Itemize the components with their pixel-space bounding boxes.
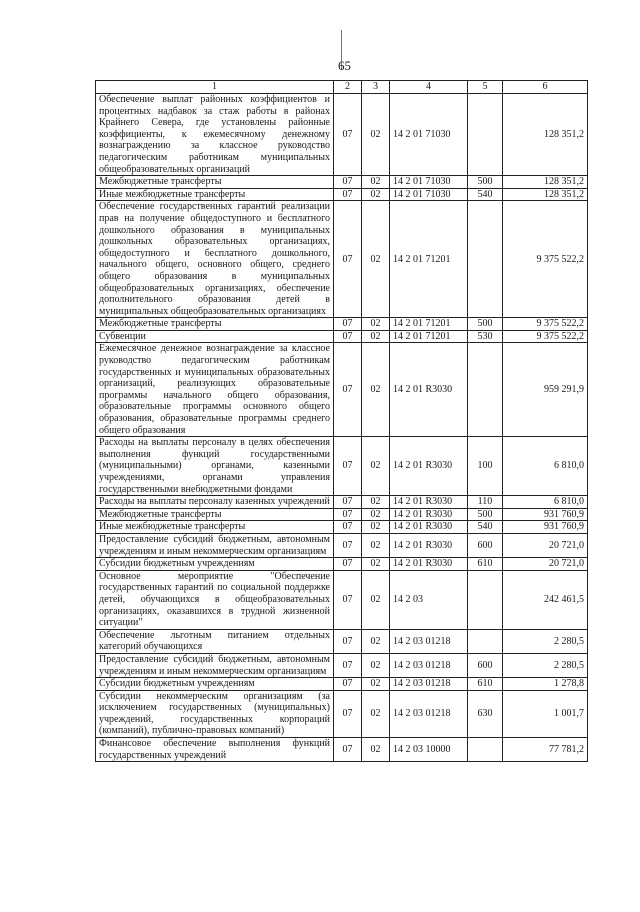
amount-cell: 242 461,5 [503,570,588,629]
target-article-cell: 14 2 03 [390,570,468,629]
target-article-cell: 14 2 01 R3030 [390,521,468,534]
row-name-cell: Иные межбюджетные трансферты [96,188,334,201]
expense-type-cell: 500 [468,508,503,521]
section-code-cell: 07 [334,188,362,201]
subsection-code-cell: 02 [362,653,390,677]
expense-type-cell: 100 [468,437,503,496]
amount-cell: 77 781,2 [503,738,588,762]
subsection-code-cell: 02 [362,521,390,534]
section-code-cell: 07 [334,629,362,653]
table-row [96,94,588,176]
table-row [96,653,588,677]
subsection-code-cell: 02 [362,201,390,318]
target-article-cell: 14 2 01 R3030 [390,508,468,521]
amount-cell: 128 351,2 [503,188,588,201]
amount-cell: 20 721,0 [503,558,588,571]
amount-cell: 6 810,0 [503,437,588,496]
amount-cell: 9 375 522,2 [503,318,588,331]
header-col-1: 1 [96,81,334,94]
expense-type-cell: 600 [468,533,503,557]
row-name-cell: Финансовое обеспечение выполнения функций государственных учреждений [96,738,334,762]
row-name-cell: Основное мероприятие "Обеспечение государственных гарантий по социальной поддержке детей, обучающихся в общеобразовательных организациях, оказавшихся в трудной жизненной ситуации" [96,570,334,629]
section-code-cell: 07 [334,330,362,343]
table-row [96,629,588,653]
expense-type-cell: 540 [468,188,503,201]
table-row [96,330,588,343]
table-row [96,176,588,189]
amount-cell: 128 351,2 [503,94,588,176]
header-row [96,81,588,94]
header-col-3: 3 [362,81,390,94]
expense-type-cell: 530 [468,330,503,343]
header-col-4: 4 [390,81,468,94]
expense-type-cell [468,201,503,318]
section-code-cell: 07 [334,201,362,318]
subsection-code-cell: 02 [362,318,390,331]
target-article-cell: 14 2 03 01218 [390,629,468,653]
row-name-cell: Расходы на выплаты персоналу в целях обеспечения выполнения функций государственными (муниципальными) органами, казенными учреждениями, органами управления государственными внебюджетными фондами [96,437,334,496]
header-col-5: 5 [468,81,503,94]
target-article-cell: 14 2 01 71030 [390,94,468,176]
table-row [96,496,588,509]
section-code-cell: 07 [334,521,362,534]
section-code-cell: 07 [334,678,362,691]
subsection-code-cell: 02 [362,343,390,437]
table-row [96,521,588,534]
row-name-cell: Ежемесячное денежное вознаграждение за классное руководство педагогическим работникам государственных и муниципальных образовательных организаций, реализующих образовательные программы начального общего образования, образовательные программы основного общего образования, образовательные программы среднего общего образования [96,343,334,437]
target-article-cell: 14 2 03 01218 [390,678,468,691]
page-number: 65 [338,58,351,73]
subsection-code-cell: 02 [362,533,390,557]
row-name-cell: Субсидии бюджетным учреждениям [96,678,334,691]
amount-cell: 2 280,5 [503,653,588,677]
section-code-cell: 07 [334,653,362,677]
subsection-code-cell: 02 [362,94,390,176]
row-name-cell: Обеспечение льготным питанием отдельных категорий обучающихся [96,629,334,653]
expense-type-cell: 110 [468,496,503,509]
section-code-cell: 07 [334,343,362,437]
expense-type-cell [468,570,503,629]
section-code-cell: 07 [334,508,362,521]
section-code-cell: 07 [334,533,362,557]
header-col-6: 6 [503,81,588,94]
amount-cell: 931 760,9 [503,521,588,534]
row-name-cell: Предоставление субсидий бюджетным, автономным учреждениям и иным некоммерческим организациям [96,533,334,557]
expense-type-cell: 540 [468,521,503,534]
subsection-code-cell: 02 [362,508,390,521]
table-row [96,533,588,557]
row-name-cell: Межбюджетные трансферты [96,318,334,331]
table-row [96,201,588,318]
row-name-cell: Расходы на выплаты персоналу казенных учреждений [96,496,334,509]
expense-type-cell: 500 [468,318,503,331]
row-name-cell: Субвенции [96,330,334,343]
expense-type-cell: 500 [468,176,503,189]
expense-type-cell: 630 [468,690,503,737]
target-article-cell: 14 2 01 71201 [390,330,468,343]
target-article-cell: 14 2 01 71030 [390,188,468,201]
expense-type-cell [468,738,503,762]
target-article-cell: 14 2 01 R3030 [390,558,468,571]
row-name-cell: Межбюджетные трансферты [96,508,334,521]
section-code-cell: 07 [334,558,362,571]
table-row [96,188,588,201]
table-row [96,738,588,762]
amount-cell: 9 375 522,2 [503,201,588,318]
table-row [96,678,588,691]
target-article-cell: 14 2 01 R3030 [390,533,468,557]
table-row [96,343,588,437]
subsection-code-cell: 02 [362,558,390,571]
amount-cell: 959 291,9 [503,343,588,437]
section-code-cell: 07 [334,690,362,737]
expense-type-cell [468,629,503,653]
amount-cell: 1 278,8 [503,678,588,691]
target-article-cell: 14 2 03 01218 [390,690,468,737]
section-code-cell: 07 [334,437,362,496]
table-row [96,558,588,571]
amount-cell: 2 280,5 [503,629,588,653]
amount-cell: 931 760,9 [503,508,588,521]
row-name-cell: Межбюджетные трансферты [96,176,334,189]
amount-cell: 6 810,0 [503,496,588,509]
target-article-cell: 14 2 03 10000 [390,738,468,762]
subsection-code-cell: 02 [362,690,390,737]
subsection-code-cell: 02 [362,330,390,343]
section-code-cell: 07 [334,176,362,189]
expense-type-cell: 600 [468,653,503,677]
subsection-code-cell: 02 [362,188,390,201]
table-row [96,437,588,496]
subsection-code-cell: 02 [362,496,390,509]
section-code-cell: 07 [334,318,362,331]
table-row [96,690,588,737]
row-name-cell: Субсидии бюджетным учреждениям [96,558,334,571]
section-code-cell: 07 [334,496,362,509]
subsection-code-cell: 02 [362,570,390,629]
target-article-cell: 14 2 01 R3030 [390,343,468,437]
row-name-cell: Иные межбюджетные трансферты [96,521,334,534]
table-row [96,318,588,331]
subsection-code-cell: 02 [362,176,390,189]
section-code-cell: 07 [334,570,362,629]
target-article-cell: 14 2 01 71201 [390,318,468,331]
row-name-cell: Обеспечение государственных гарантий реализации прав на получение общедоступного и бесплатного дошкольного образования в муниципальных дошкольных образовательных организациях, общедоступного и бесплатного дошкольного, начального общего, основного общего, среднего общего образования в муниципальных общеобразовательных организациях, обеспечение дополнительного образования детей в муниципальных общеобразовательных организациях [96,201,334,318]
amount-cell: 1 001,7 [503,690,588,737]
subsection-code-cell: 02 [362,738,390,762]
expense-type-cell: 610 [468,558,503,571]
table-row [96,570,588,629]
target-article-cell: 14 2 01 71030 [390,176,468,189]
target-article-cell: 14 2 01 R3030 [390,496,468,509]
expense-type-cell [468,343,503,437]
target-article-cell: 14 2 03 01218 [390,653,468,677]
row-name-cell: Обеспечение выплат районных коэффициентов и процентных надбавок за стаж работы в районах Крайнего Севера, где установлены районные коэффициенты, к ежемесячному денежному вознаграждению за классное руководство педагогическим работникам муниципальных общеобразовательных организаций [96,94,334,176]
expense-type-cell: 610 [468,678,503,691]
section-code-cell: 07 [334,94,362,176]
header-col-2: 2 [334,81,362,94]
target-article-cell: 14 2 01 R3030 [390,437,468,496]
amount-cell: 20 721,0 [503,533,588,557]
amount-cell: 128 351,2 [503,176,588,189]
table-row [96,508,588,521]
subsection-code-cell: 02 [362,629,390,653]
subsection-code-cell: 02 [362,678,390,691]
target-article-cell: 14 2 01 71201 [390,201,468,318]
section-code-cell: 07 [334,738,362,762]
expense-type-cell [468,94,503,176]
amount-cell: 9 375 522,2 [503,330,588,343]
budget-table [95,80,588,762]
row-name-cell: Субсидии некоммерческим организациям (за исключением государственных (муниципальных) учреждений, государственных корпораций (компаний), публично-правовых компаний) [96,690,334,737]
row-name-cell: Предоставление субсидий бюджетным, автономным учреждениям и иным некоммерческим организациям [96,653,334,677]
subsection-code-cell: 02 [362,437,390,496]
